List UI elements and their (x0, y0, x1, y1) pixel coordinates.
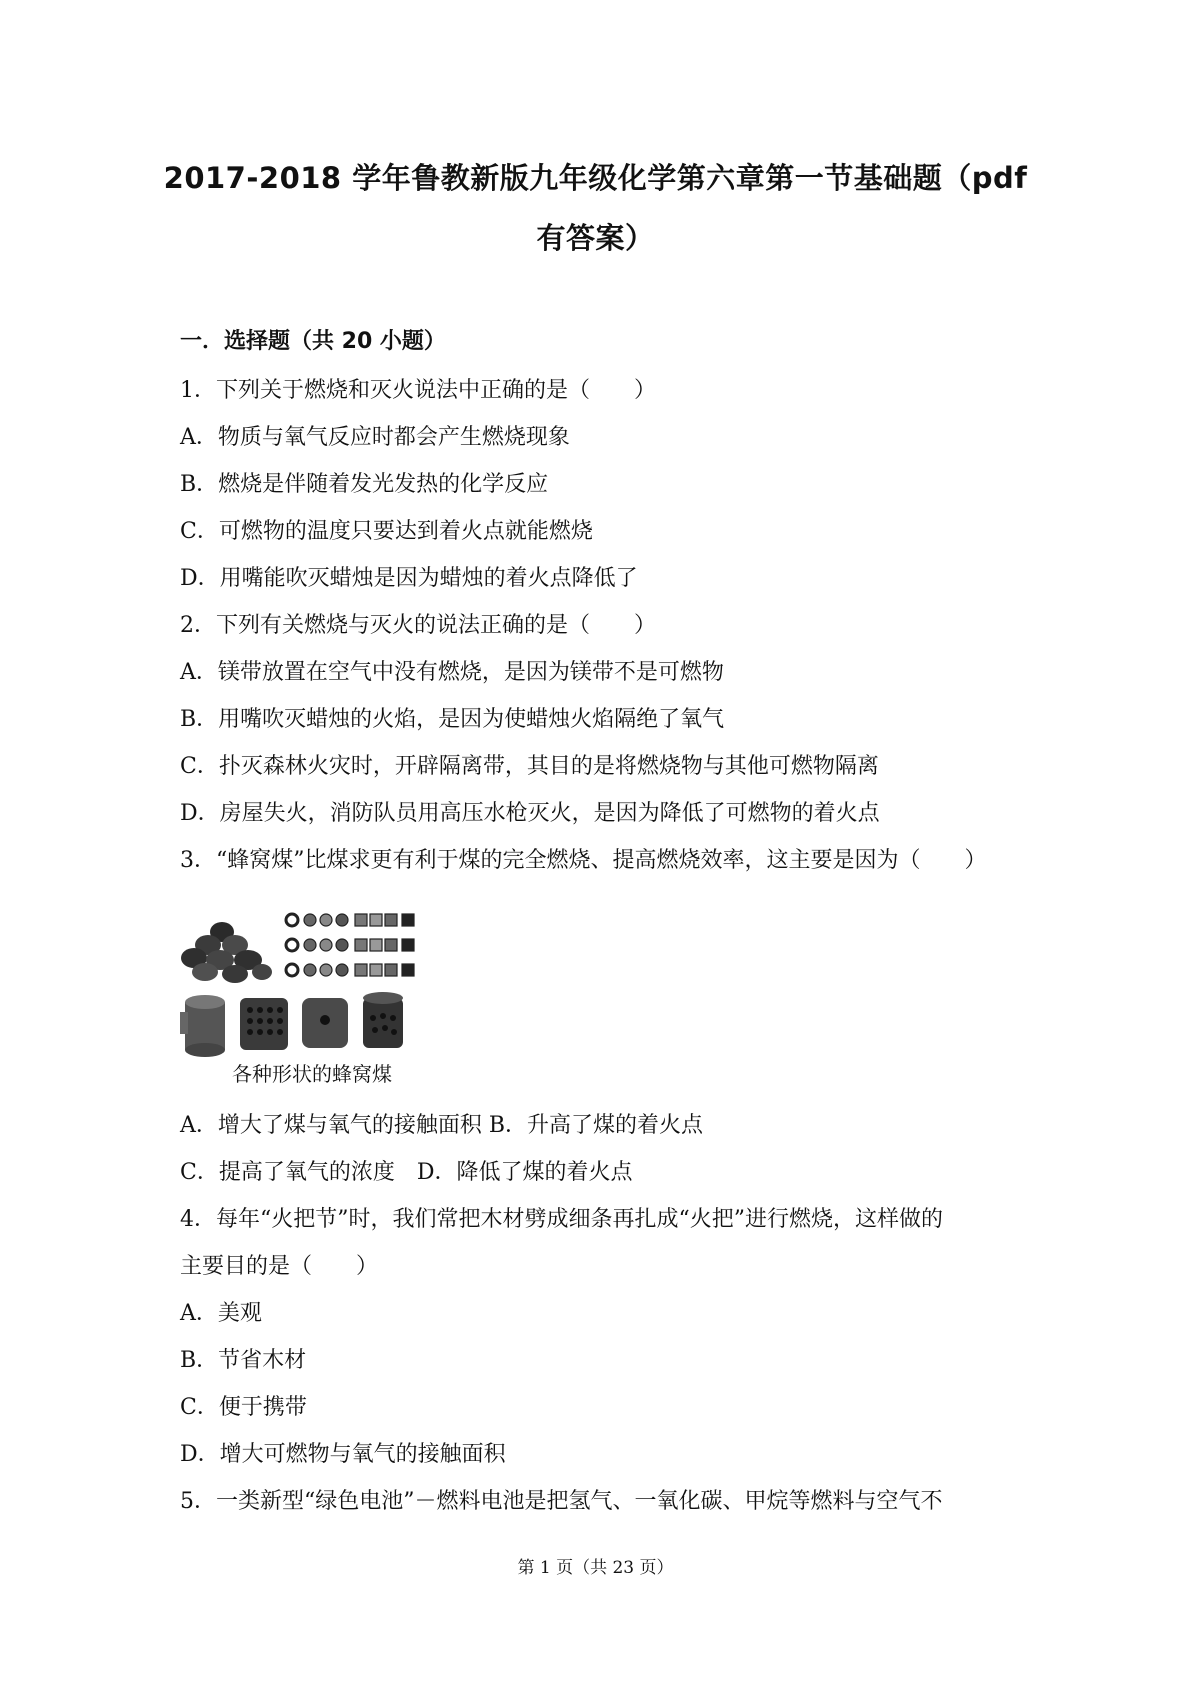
question-4-option-c: C．便于携带 (180, 1395, 307, 1420)
page-title-line1: 2017-2018 学年鲁教新版九年级化学第六章第一节基础题（pdf (163, 161, 1028, 195)
figure-caption: 各种形状的蜂窝煤 (232, 1062, 392, 1086)
question-1-option-c: C．可燃物的温度只要达到着火点就能燃烧 (180, 519, 593, 544)
question-4-option-d: D．增大可燃物与氧气的接触面积 (180, 1442, 506, 1467)
question-3-options-ab: A．增大了煤与氧气的接触面积 B．升高了煤的着火点 (180, 1113, 704, 1138)
question-4-option-b: B．节省木材 (180, 1348, 307, 1373)
briquette-cylinder-image (180, 995, 225, 1057)
question-2-option-c: C．扑灭森林火灾时，开辟隔离带，其目的是将燃烧物与其他可燃物隔离 (180, 754, 879, 779)
coal-pile-image (181, 922, 272, 983)
question-2-stem: 2．下列有关燃烧与灭火的说法正确的是（ ） (180, 613, 656, 638)
question-3-options-cd: C．提高了氧气的浓度 D．降低了煤的着火点 (180, 1160, 633, 1185)
briquette-round-holes-image (363, 992, 403, 1048)
question-1-option-a: A．物质与氧气反应时都会产生燃烧现象 (180, 425, 570, 450)
honeycomb-coal-figure (180, 890, 460, 1080)
question-5-stem: 5．一类新型“绿色电池”－燃料电池是把氢气、一氧化碳、甲烷等燃料与空气不 (180, 1489, 943, 1514)
briquette-grid-block-image (240, 998, 288, 1050)
question-1-stem: 1．下列关于燃烧和灭火说法中正确的是（ ） (180, 378, 656, 403)
question-1-option-b: B．燃烧是伴随着发光发热的化学反应 (180, 472, 549, 497)
coal-shapes-grid (286, 914, 414, 976)
question-2-option-b: B．用嘴吹灭蜡烛的火焰，是因为使蜡烛火焰隔绝了氧气 (180, 707, 725, 732)
section-heading: 一．选择题（共 20 小题） (180, 329, 446, 354)
question-4-stem-line1: 4．每年“火把节”时，我们常把木材劈成细条再扎成“火把”进行燃烧，这样做的 (180, 1207, 943, 1232)
page-title-line2: 有答案） (536, 221, 655, 255)
question-4-stem-line2: 主要目的是（ ） (180, 1254, 379, 1279)
question-3-stem: 3．“蜂窝煤”比煤求更有利于煤的完全燃烧、提高燃烧效率，这主要是因为（ ） (180, 848, 987, 873)
page-footer: 第 1 页（共 23 页） (517, 1558, 674, 1578)
question-2-option-a: A．镁带放置在空气中没有燃烧，是因为镁带不是可燃物 (180, 660, 724, 685)
briquette-single-hole-image (302, 998, 348, 1048)
question-2-option-d: D．房屋失火，消防队员用高压水枪灭火，是因为降低了可燃物的着火点 (180, 801, 880, 826)
question-1-option-d: D．用嘴能吹灭蜡烛是因为蜡烛的着火点降低了 (180, 566, 638, 591)
question-4-option-a: A．美观 (180, 1301, 262, 1326)
